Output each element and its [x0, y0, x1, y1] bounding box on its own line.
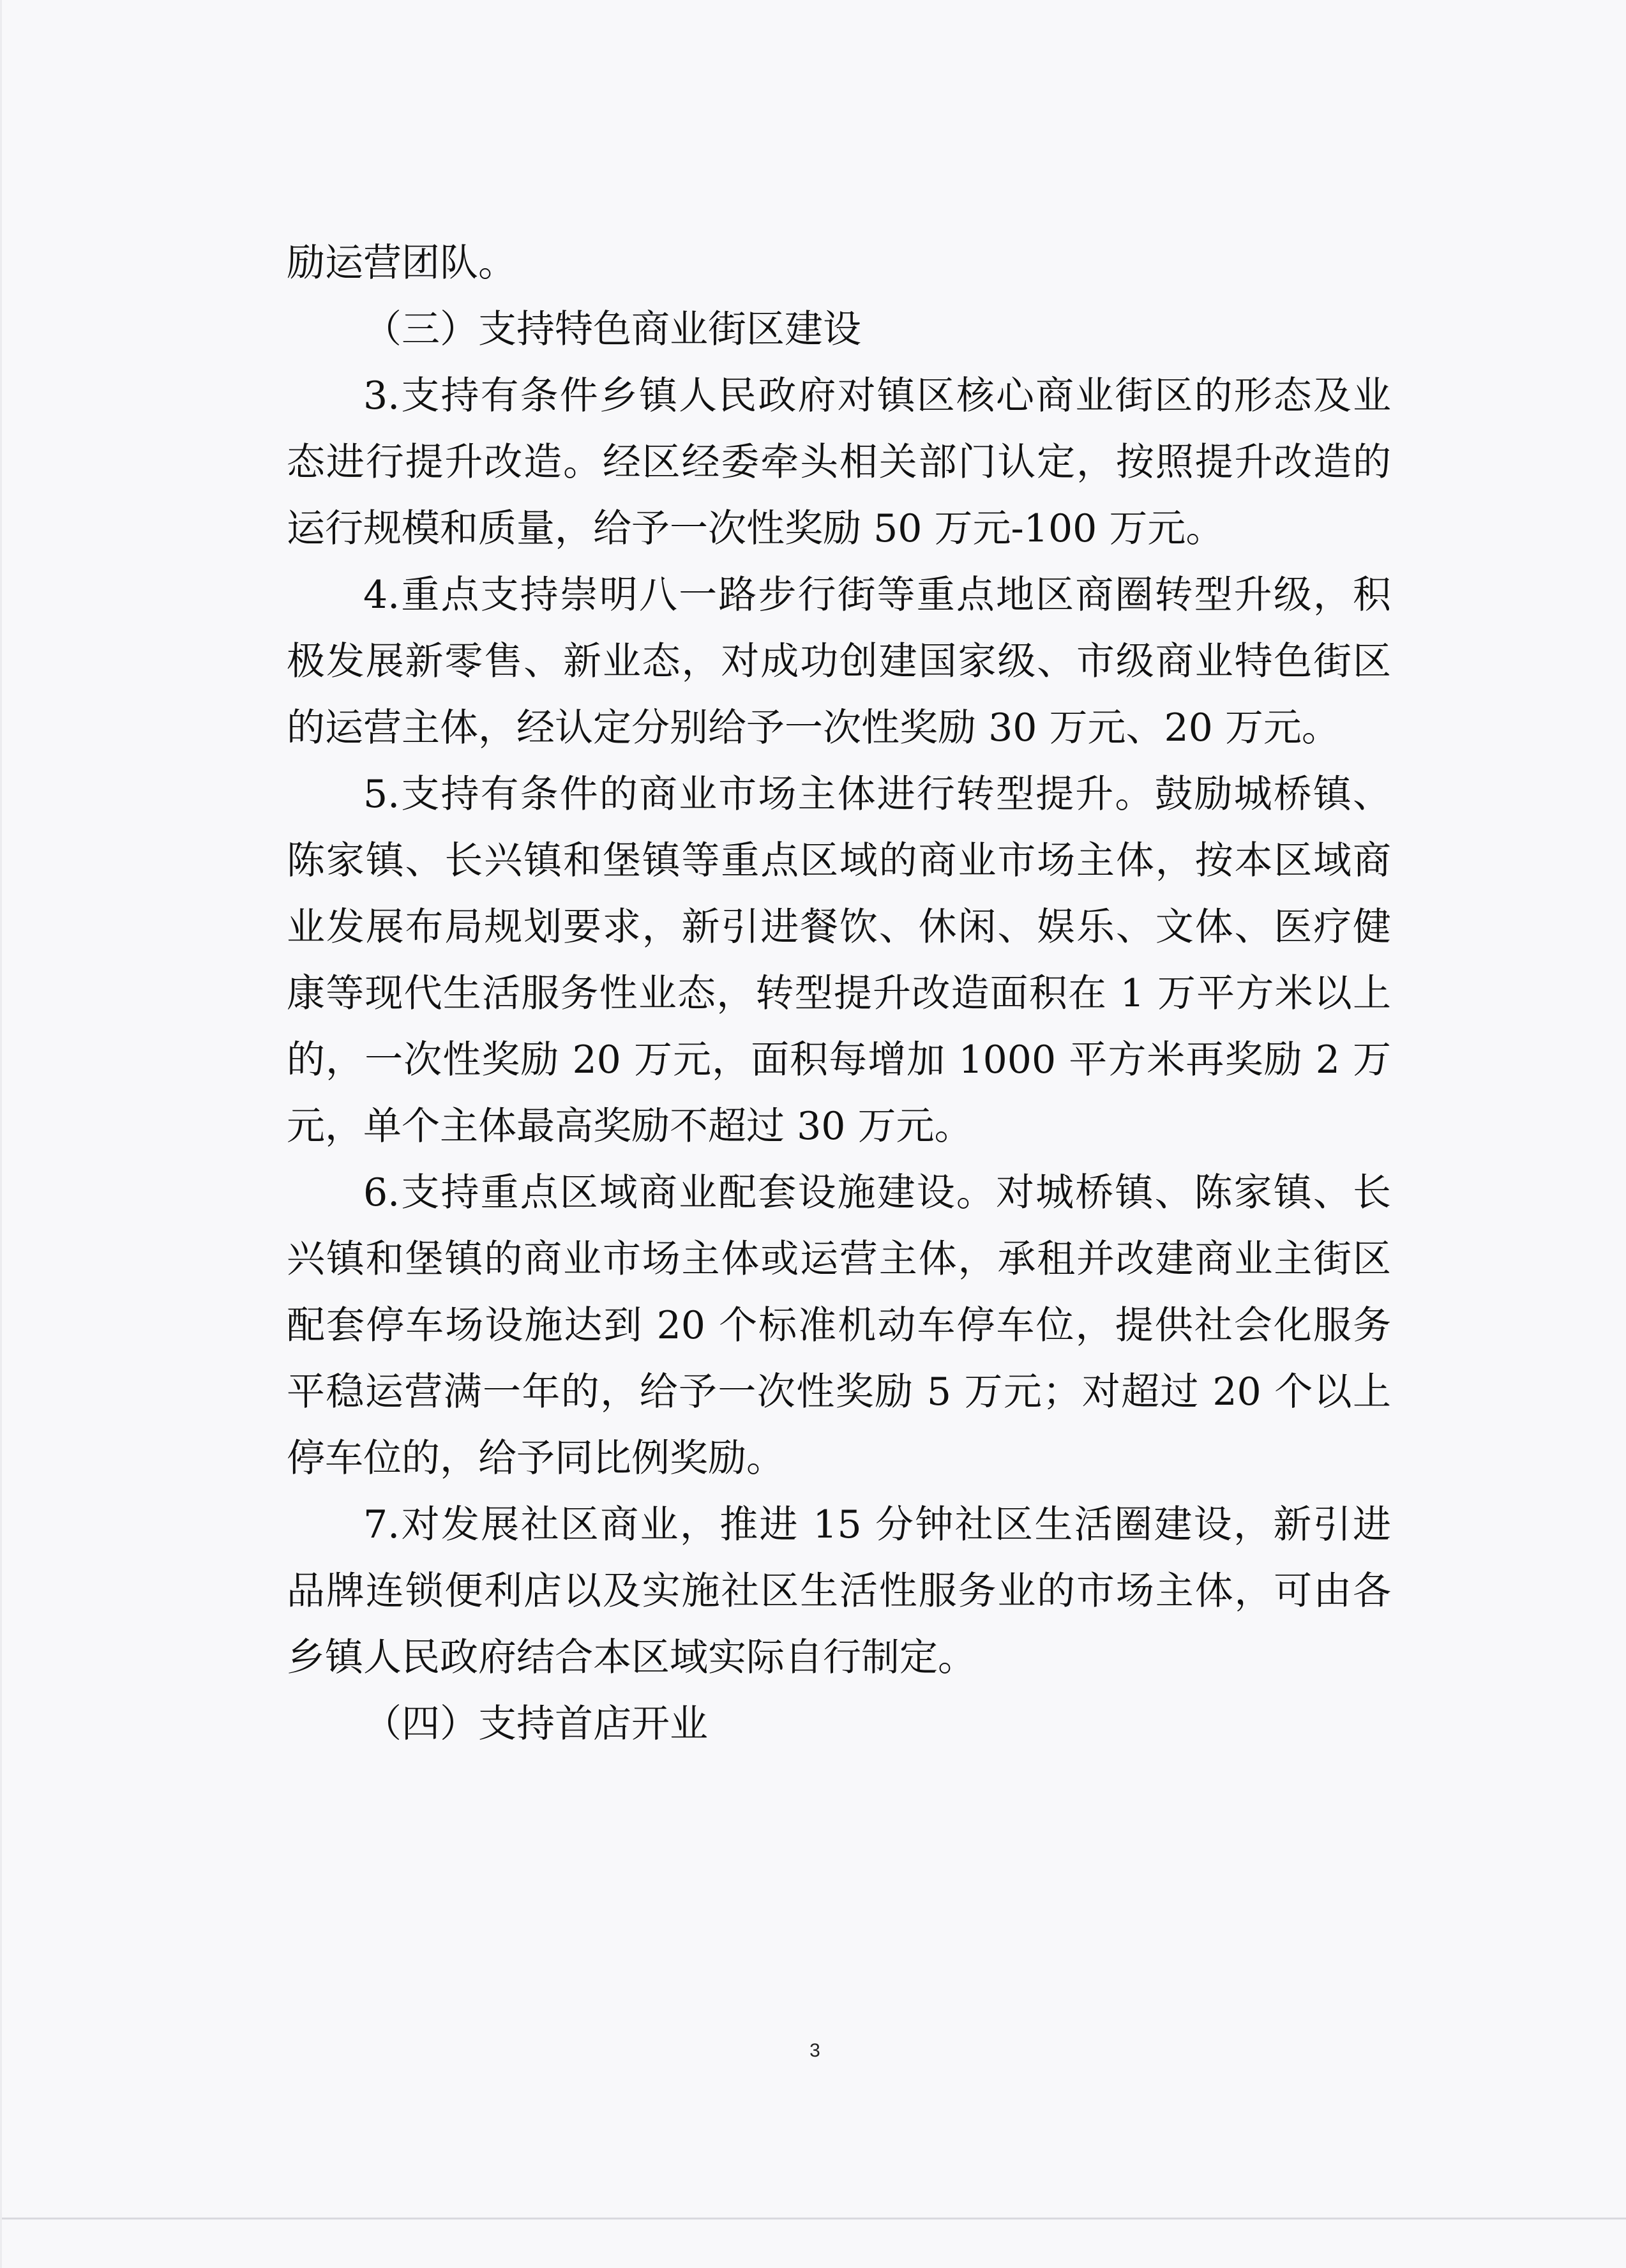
paragraph-item-4: 4.重点支持崇明八一路步行街等重点地区商圈转型升级，积极发展新零售、新业态，对成功创建国家级、市级商业特色街区的运营主体，经认定分别给予一次性奖励 30 万元、20 万元。 [287, 573, 1391, 750]
section-heading-3: （三）支持特色商业街区建设 [363, 307, 861, 352]
paragraph-item-5: 5.支持有条件的商业市场主体进行转型提升。鼓励城桥镇、陈家镇、长兴镇和堡镇等重点区域的商业市场主体，按本区域商业发展布局规划要求，新引进餐饮、休闲、娱乐、文体、医疗健康等现代生活服务性业态，转型提升改造面积在 1 万平方米以上的，一次性奖励 20 万元，面积每增加 1000 平方米再奖励 2 万元，单个主体最高奖励不超过 30 万元。 [287, 772, 1391, 1149]
document-body [287, 230, 1391, 1757]
page-number: 3 [809, 2040, 820, 2061]
paragraph-item-7: 7.对发展社区商业，推进 15 分钟社区生活圈建设，新引进品牌连锁便利店以及实施社区生活性服务业的市场主体，可由各乡镇人民政府结合本区域实际自行制定。 [287, 1502, 1391, 1680]
paragraph-continuation: 励运营团队。 [287, 241, 516, 285]
paragraph-item-3: 3.支持有条件乡镇人民政府对镇区核心商业街区的形态及业态进行提升改造。经区经委牵头相关部门认定，按照提升改造的运行规模和质量，给予一次性奖励 50 万元-100 万元。 [287, 374, 1391, 551]
paragraph-item-6: 6.支持重点区域商业配套设施建设。对城桥镇、陈家镇、长兴镇和堡镇的商业市场主体或运营主体，承租并改建商业主街区配套停车场设施达到 20 个标准机动车停车位，提供社会化服务平稳运营满一年的，给予一次性奖励 5 万元；对超过 20 个以上停车位的，给予同比例奖励。 [287, 1170, 1391, 1481]
section-heading-4: （四）支持首店开业 [363, 1702, 708, 1746]
bottom-scan-rule [2, 2218, 1626, 2219]
